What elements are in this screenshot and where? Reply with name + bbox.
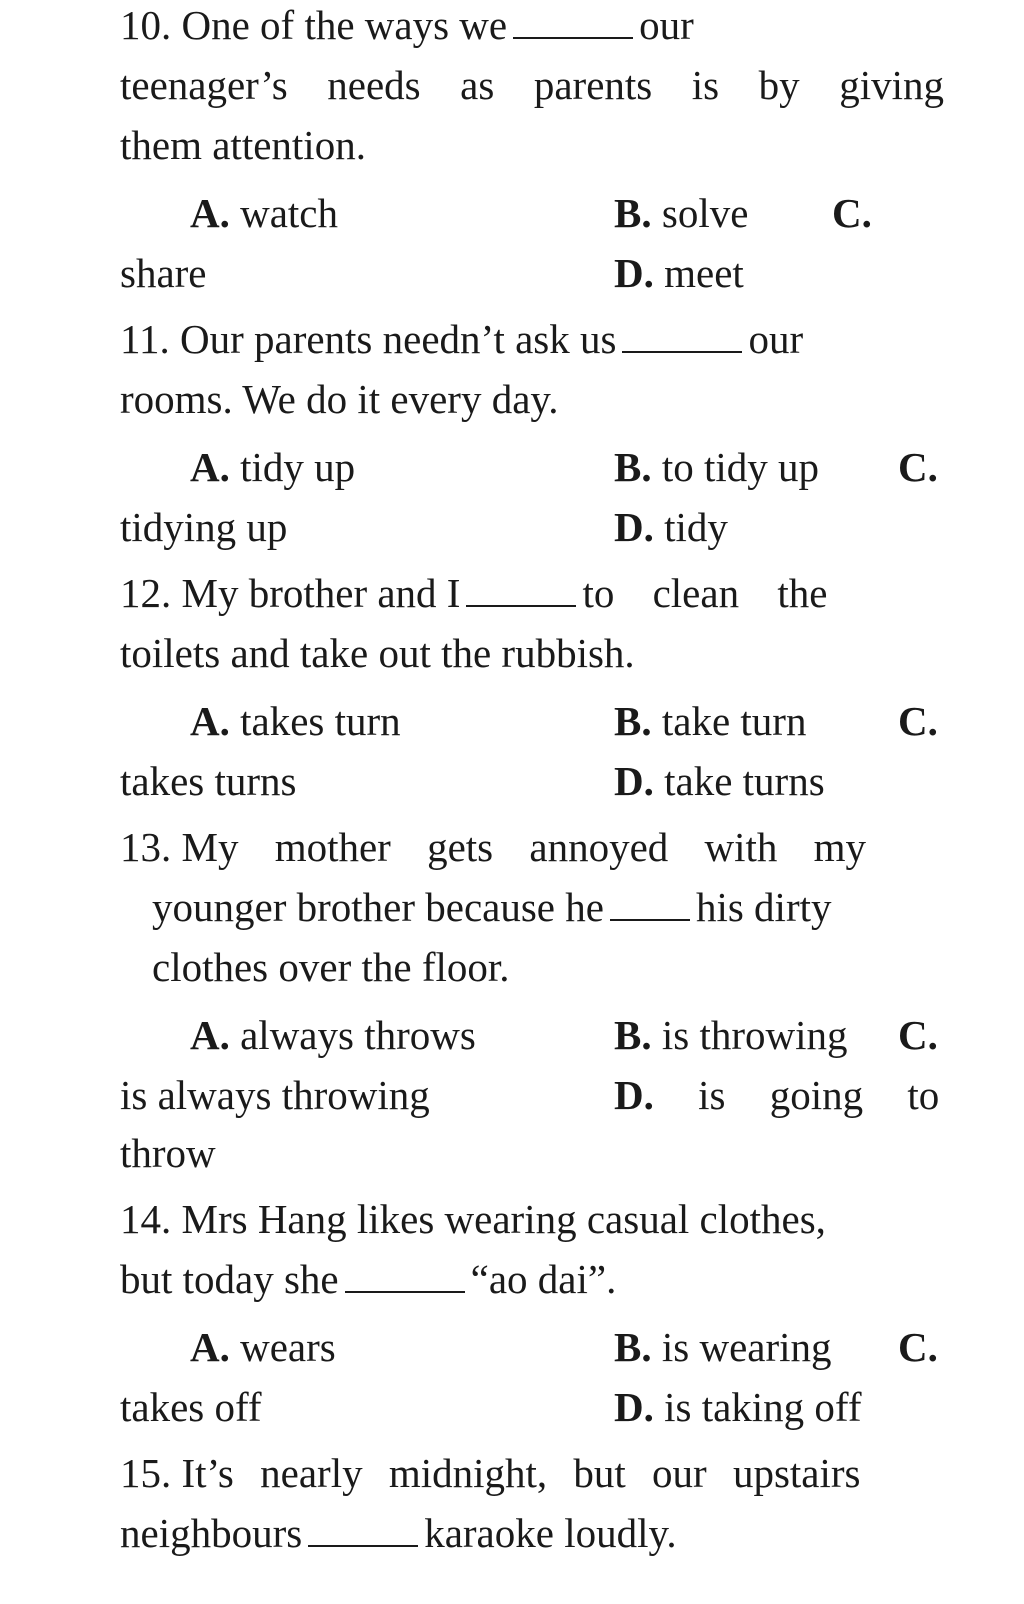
question-12-stem-line-1: 12. My brother and I to clean the	[120, 570, 828, 616]
question-15-stem-line-2: neighbours karaoke loudly.	[120, 1510, 677, 1556]
option-a[interactable]: A. wears	[190, 1324, 336, 1370]
question-13-stem-line-1: 13. My mother gets annoyed with my	[120, 824, 867, 870]
question-13-stem-line-3: clothes over the floor.	[152, 944, 510, 990]
option-d[interactable]: D. is going to	[614, 1072, 940, 1118]
question-12-stem-line-2: toilets and take out the rubbish.	[120, 630, 635, 676]
option-c-letter[interactable]: C.	[898, 698, 938, 744]
question-13-stem-line-2: younger brother because he his dirty	[152, 884, 832, 930]
question-14-stem-line-2: but today she “ao dai”.	[120, 1256, 617, 1302]
question-number: 14.	[120, 1196, 172, 1242]
question-11-stem-line-2: rooms. We do it every day.	[120, 376, 559, 422]
option-d[interactable]: D. is taking off	[614, 1384, 862, 1430]
option-d[interactable]: D. take turns	[614, 758, 825, 804]
option-c-letter[interactable]: C.	[898, 444, 938, 490]
question-14-options-row-2	[120, 1384, 944, 1430]
answer-blank[interactable]	[622, 319, 742, 353]
option-b[interactable]: B. is wearing	[614, 1324, 832, 1370]
question-12-options-row-2	[120, 758, 944, 804]
question-15-stem-line-1: 15. It’s nearly midnight, but our upstairs	[120, 1450, 861, 1496]
option-a[interactable]: A. watch	[190, 190, 339, 236]
option-b[interactable]: B. take turn	[614, 698, 807, 744]
option-d[interactable]: D. meet	[614, 250, 744, 296]
question-10-options-row-1	[120, 190, 944, 236]
option-c-text[interactable]: tidying up	[120, 504, 288, 550]
question-number: 11.	[120, 316, 170, 362]
question-10-stem-line-1: 10. One of the ways we our	[120, 2, 694, 48]
option-c-text[interactable]: takes turns	[120, 758, 297, 804]
question-10-stem-line-3: them attention.	[120, 122, 366, 168]
option-b[interactable]: B. is throwing	[614, 1012, 848, 1058]
answer-blank[interactable]	[466, 573, 576, 607]
option-c-text[interactable]: takes off	[120, 1384, 262, 1430]
option-c-letter[interactable]: C.	[898, 1012, 938, 1058]
question-13-options-row-2	[120, 1072, 944, 1118]
option-a[interactable]: A. takes turn	[190, 698, 401, 744]
answer-blank[interactable]	[610, 887, 690, 921]
question-10-options-row-2	[120, 250, 944, 296]
question-13-options-row-1	[120, 1012, 944, 1058]
option-d-continuation[interactable]: throw	[120, 1130, 216, 1176]
question-12-options-row-1	[120, 698, 944, 744]
option-d[interactable]: D. tidy	[614, 504, 728, 550]
question-11-options-row-1	[120, 444, 944, 490]
answer-blank[interactable]	[345, 1259, 465, 1293]
question-13-options-row-3	[120, 1130, 944, 1176]
question-number: 10.	[120, 2, 172, 48]
question-number: 15.	[120, 1450, 172, 1496]
option-c-letter[interactable]: C.	[832, 190, 872, 236]
option-c-text[interactable]: is always throwing	[120, 1072, 430, 1118]
question-11-stem-line-1: 11. Our parents needn’t ask us our	[120, 316, 804, 362]
question-11-options-row-2	[120, 504, 944, 550]
question-number: 12.	[120, 570, 172, 616]
question-10-stem-line-2: teenager’s needs as parents is by giving	[120, 62, 944, 108]
question-14-stem-line-1: 14. Mrs Hang likes wearing casual clothes,	[120, 1196, 826, 1242]
answer-blank[interactable]	[308, 1513, 418, 1547]
option-c-letter[interactable]: C.	[898, 1324, 938, 1370]
question-14-options-row-1	[120, 1324, 944, 1370]
answer-blank[interactable]	[513, 5, 633, 39]
option-a[interactable]: A. tidy up	[190, 444, 356, 490]
option-b[interactable]: B. solve	[614, 190, 749, 236]
question-number: 13.	[120, 824, 172, 870]
option-b[interactable]: B. to tidy up	[614, 444, 820, 490]
option-c-text[interactable]: share	[120, 250, 207, 296]
option-a[interactable]: A. always throws	[190, 1012, 476, 1058]
